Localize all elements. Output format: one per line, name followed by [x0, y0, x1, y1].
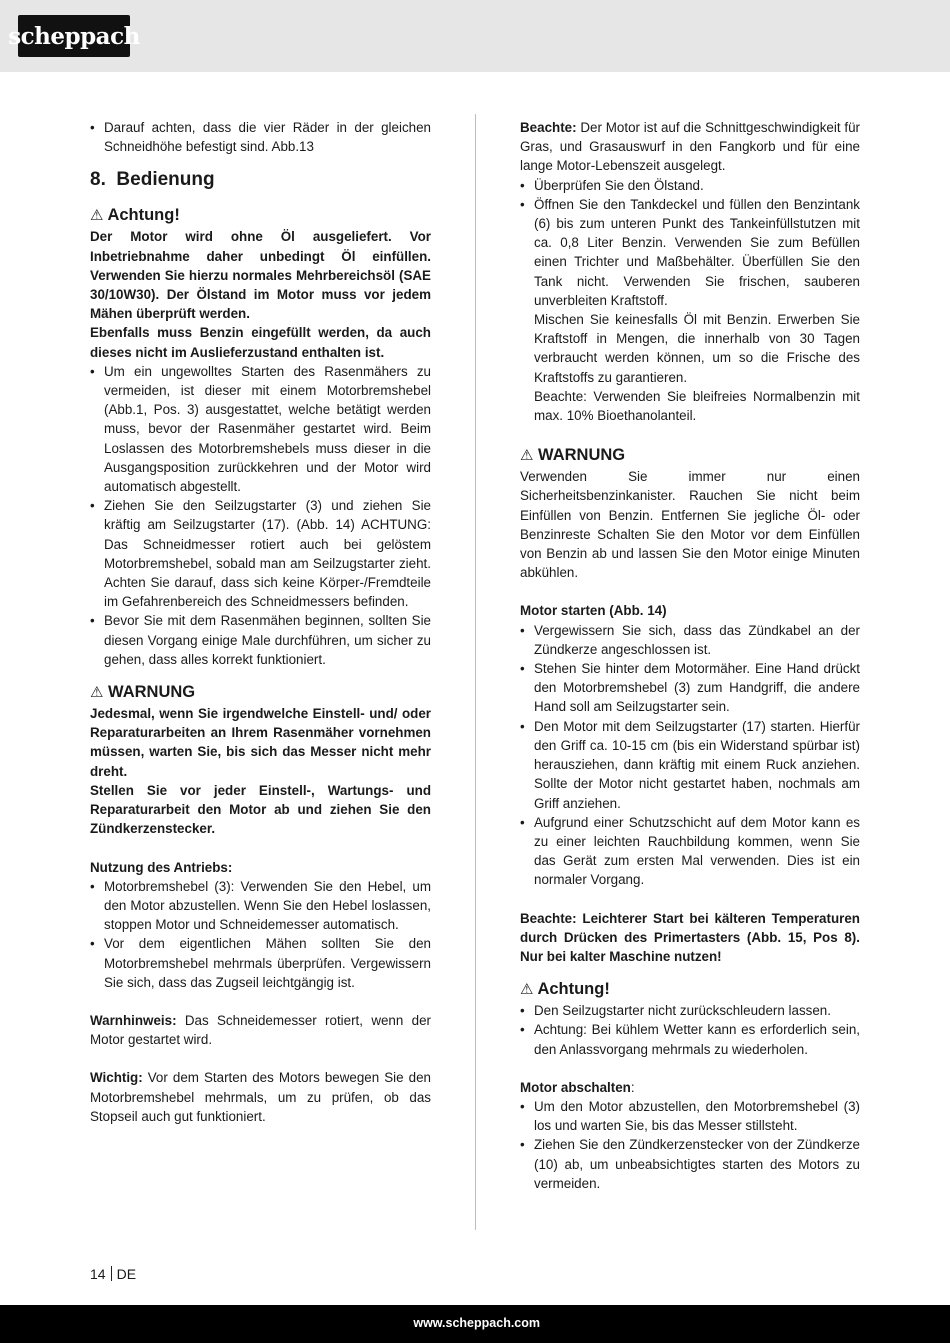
list-item: • Stehen Sie hinter dem Motormäher. Eine Hand drückt den Motorbremshebel (3) zum Handgriff, die andere Hand soll am Seilzugstarter sein. [520, 659, 860, 717]
wichtig-label: Wichtig: [90, 1070, 143, 1086]
list-item: • Den Seilzugstarter nicht zurückschleudern lassen. [520, 1001, 860, 1020]
achtung-list [520, 1001, 860, 1059]
motor-starten-heading: Motor starten (Abb. 14) [520, 603, 667, 619]
beachte-fuel-text: Beachte: Verwenden Sie bleifreies Normalbenzin mit max. 10% Bioethanolanteil. [534, 388, 860, 424]
left-column [90, 118, 431, 1126]
fuel-list [520, 176, 860, 310]
wichtig-paragraph [90, 1068, 431, 1126]
beachte-paragraph [520, 118, 860, 176]
motor-abschalten-colon: : [630, 1079, 635, 1095]
nutzung-list [90, 877, 431, 992]
warnung-heading-right [520, 444, 860, 467]
motor-abschalten-list [520, 1097, 860, 1193]
warning-triangle-icon: ⚠ [90, 684, 104, 702]
website-link[interactable]: www.scheppach.com [413, 1316, 540, 1330]
warnhinweis-paragraph [90, 1011, 431, 1049]
right-column [520, 118, 860, 1193]
header-band [0, 0, 950, 72]
list-item: • Bevor Sie mit dem Rasenmähen beginnen, sollten Sie diesen Vorgang einige Male durchführen, um sicher zu gehen, dass alles korrekt funktioniert. [90, 611, 431, 669]
achtung-heading-text: Achtung! [107, 206, 180, 225]
warnung-text-1: Jedesmal, wenn Sie irgendwelche Einstell- und/ oder Reparaturarbeiten an Ihrem Rasenmäher vornehmen müssen, warten Sie, bis sich das Messer nicht mehr dreht. [90, 706, 431, 779]
list-item: • Aufgrund einer Schutzschicht auf dem Motor kann es zu einer leichten Rauchbildung kommen, wenn Sie das Gerät zum ersten Mal verwenden. Dies ist ein normaler Vorgang. [520, 813, 860, 890]
list-item: • Motorbremshebel (3): Verwenden Sie den Hebel, um den Motor abzustellen. Wenn Sie den Hebel loslassen, stoppen Motor und Schneidemesser automatisch. [90, 877, 431, 935]
warnhinweis-label: Warnhinweis: [90, 1012, 177, 1028]
warnung-heading-text: WARNUNG [538, 446, 626, 465]
list-item: • Vor dem eigentlichen Mähen sollten Sie den Motorbremshebel mehrmals überprüfen. Vergewissern Sie sich, dass das Zugseil leichtgängig ist. [90, 934, 431, 992]
motor-abschalten-heading [520, 1078, 860, 1097]
footer-separator [111, 1266, 112, 1281]
beachte-primer-text: Beachte: Leichterer Start bei kälteren Temperaturen durch Drücken des Primertasters (Abb. 15, Pos 8). Nur bei kalter Maschine nutzen! [520, 910, 860, 964]
list-item: • Den Motor mit dem Seilzugstarter (17) starten. Hierfür den Griff ca. 10-15 cm (bis ein Widerstand spürbar ist) herausziehen, dann kräftig mit einem Ruck anziehen. Sollte der Motor nicht gestartet haben, nochmals am Griff anziehen. [520, 717, 860, 813]
warnhinweis-text: Das Schneidemesser rotiert, wenn der Motor gestartet wird. [90, 1012, 431, 1048]
beachte-label: Beachte: [520, 120, 577, 135]
language-code: DE [116, 1266, 137, 1282]
list-item: • Vergewissern Sie sich, dass das Zündkabel an der Zündkerze angeschlossen ist. [520, 621, 860, 659]
achtung-heading-right [520, 978, 860, 1001]
achtung-heading-text: Achtung! [537, 980, 610, 999]
achtung-text-2: Ebenfalls muss Benzin eingefüllt werden, da auch dieses nicht im Auslieferzustand enthalten ist. [90, 325, 431, 360]
page-footer [90, 1265, 136, 1283]
list-item: • Um ein ungewolltes Starten des Rasenmähers zu vermeiden, ist dieser mit einem Motorbremshebel (Abb.1, Pos. 3) ausgestattet, welche betätigt werden muss, bevor der Rasenmäher gestartet wird. Beim Loslassen des Motorbremshebels muss dieser in die Ausgangsposition zurückkehren und der Motor wird automatisch abgestellt. [90, 362, 431, 496]
motor-abschalten-label: Motor abschalten [520, 1079, 631, 1095]
footer-band [0, 1305, 950, 1343]
achtung-text-1: Der Motor wird ohne Öl ausgeliefert. Vor Inbetriebnahme daher unbedingt Öl einfüllen. Verwenden Sie hierzu normales Mehrbereichsöl (SAE 30/10W30). Der Ölstand im Motor muss vor jedem Mähen überprüft werden. [90, 229, 431, 322]
nutzung-heading: Nutzung des Antriebs: [90, 859, 233, 875]
scheppach-logo: scheppach [18, 15, 130, 57]
warning-triangle-icon: ⚠ [520, 447, 534, 465]
list-item: • Überprüfen Sie den Ölstand. [520, 176, 860, 195]
warning-triangle-icon: ⚠ [520, 981, 534, 999]
page-number: 14 [90, 1266, 106, 1282]
beachte-text: Der Motor ist auf die Schnittgeschwindigkeit für Gras, und Grasauswurf in den Fangkorb und für eine lange Motor-Lebenszeit ausgelegt. [520, 120, 860, 174]
section-number: 8. [90, 169, 106, 191]
wichtig-text: Vor dem Starten des Motors bewegen Sie den Motorbremshebel mehrmals, um zu prüfen, ob das Stopseil auch gut funktioniert. [90, 1070, 431, 1124]
motor-starten-list [520, 621, 860, 890]
list-item: • Darauf achten, dass die vier Räder in der gleichen Schneidhöhe befestigt sind. Abb.13 [90, 118, 431, 156]
list-item: • Achtung: Bei kühlem Wetter kann es erforderlich sein, den Anlassvorgang mehrmals zu wiederholen. [520, 1020, 860, 1058]
mischen-text: Mischen Sie keinesfalls Öl mit Benzin. Erwerben Sie Kraftstoff in Mengen, die innerhalb von 30 Tagen verbraucht werden können, um so die Frische des Kraftstoffs zu garantieren. [534, 312, 860, 385]
list-item: • Um den Motor abzustellen, den Motorbremshebel (3) los und warten Sie, bis das Messer stillsteht. [520, 1097, 860, 1135]
section-heading [90, 168, 431, 192]
intro-list [90, 118, 431, 156]
section-title: Bedienung [116, 169, 215, 191]
warnung-heading [90, 681, 431, 704]
list-item: • Ziehen Sie den Zündkerzenstecker von der Zündkerze (10) ab, um unbeabsichtigtes starten des Motors zu vermeiden. [520, 1135, 860, 1193]
operation-list [90, 362, 431, 669]
list-item: • Ziehen Sie den Seilzugstarter (3) und ziehen Sie kräftig am Seilzugstarter (17). (Abb. 14) ACHTUNG: Das Schneidmesser rotiert auch bei gelöstem Motorbremshebel, sobald man am Seilzugstarter zieht. Achten Sie darauf, dass sich keine Körper-/Fremdteile im Gefahrenbereich des Schneidmessers befinden. [90, 496, 431, 611]
warning-triangle-icon: ⚠ [90, 207, 104, 225]
achtung-heading [90, 204, 431, 227]
warnung-heading-text: WARNUNG [108, 683, 196, 702]
column-divider [475, 114, 476, 1230]
warnung-text: Verwenden Sie immer nur einen Sicherheitsbenzinkanister. Rauchen Sie nicht beim Einfüllen von Benzin. Entfernen Sie jegliche Öl- oder Benzinreste Schalten Sie den Motor vor dem Einfüllen von Benzin ab und lassen Sie den Motor einige Minuten abkühlen. [520, 469, 860, 581]
warnung-text-2: Stellen Sie vor jeder Einstell-, Wartungs- und Reparaturarbeit den Motor ab und ziehen Sie den Zündkerzenstecker. [90, 782, 431, 837]
list-item: • Öffnen Sie den Tankdeckel und füllen den Benzintank (6) bis zum unteren Punkt des Tankeinfüllstutzen mit ca. 0,8 Liter Benzin. Verwenden Sie zum Befüllen einen Trichter und Maßbehälter. Überfüllen Sie den Tank nicht. Verwenden Sie frischen, sauberen unverbleiten Kraftstoff. [520, 195, 860, 310]
